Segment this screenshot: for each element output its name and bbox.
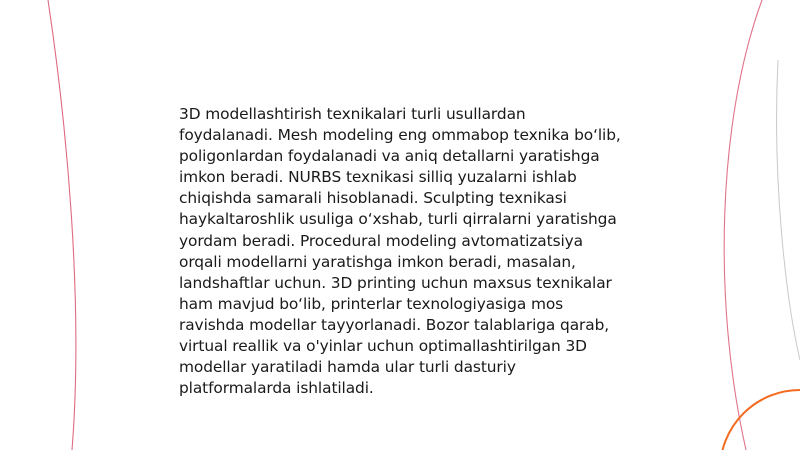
left-arc — [48, 0, 76, 450]
body-paragraph: 3D modellashtirish texnikalari turli usullardan foydalanadi. Mesh modeling eng ommabop texnika bo‘lib, poligonlardan foydalanadi va aniq detallarni yaratishga imkon beradi. NURBS texnikasi silliq yuzalarni ishlab chiqishda samarali hisoblanadi. Sculpting texnikasi haykaltaroshlik usuliga o‘xshab, turli qirralarni yaratishga yordam beradi. Procedural modeling avtomatizatsiya orqali modellarni yaratishga imkon beradi, masalan, landshaftlar uchun. 3D printing uchun maxsus texnikalar ham mavjud bo‘lib, printerlar texnologiyasiga mos ravishda modellar tayyorlanadi. Bozor talablariga qarab, virtual reallik va o'yinlar uchun optimallashtirilgan 3D modellar yaratiladi hamda ular turli dasturiy platformalarda ishlatiladi. — [179, 105, 621, 398]
orange-circle — [720, 390, 800, 450]
right-arc-gray — [777, 60, 800, 360]
right-arc-outer — [724, 0, 762, 450]
